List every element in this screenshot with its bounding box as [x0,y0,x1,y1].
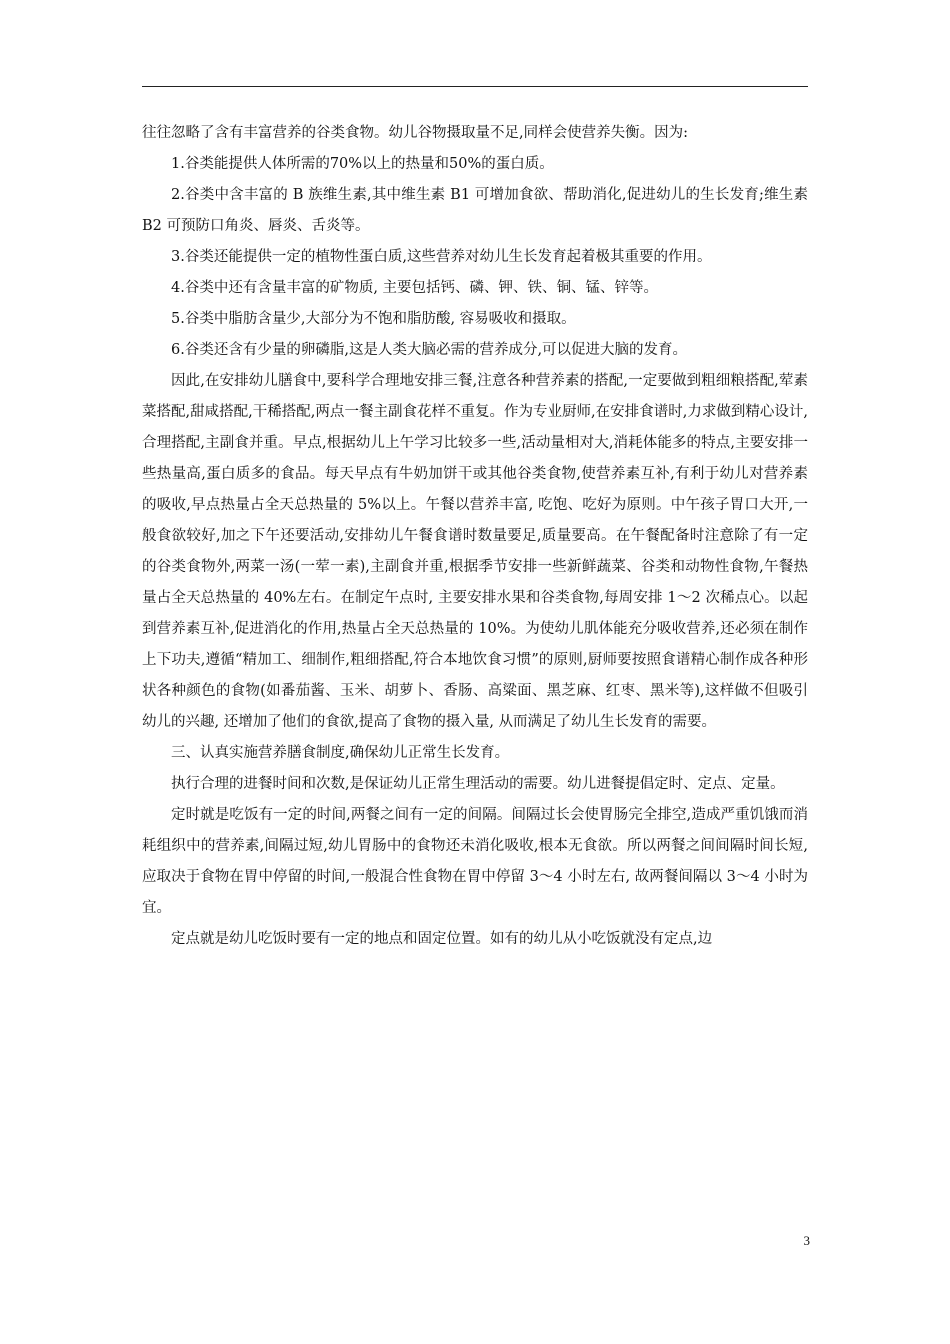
paragraph-item-2: 2.谷类中含丰富的 B 族维生素,其中维生素 B1 可增加食欲、帮助消化,促进幼儿的生长发育;维生素 B2 可预防口角炎、唇炎、舌炎等。 [142,187,808,234]
header-rule [142,86,808,87]
paragraph-item-4: 4.谷类中还有含量丰富的矿物质, 主要包括钙、磷、钾、铁、铜、锰、锌等。 [171,280,659,296]
paragraph-meal-schedule: 执行合理的进餐时间和次数,是保证幼儿正常生理活动的需要。幼儿进餐提倡定时、定点、定量。 [171,776,785,792]
paragraph-continuation: 往往忽略了含有丰富营养的谷类食物。幼儿谷物摄取量不足,同样会使营养失衡。因为: [142,125,688,141]
page-number: 3 [803,1233,810,1248]
paragraph-item-1: 1.谷类能提供人体所需的70%以上的热量和50%的蛋白质。 [171,156,554,172]
paragraph-meal-arrangement: 因此,在安排幼儿膳食中,要科学合理地安排三餐,注意各种营养素的搭配,一定要做到粗细粮搭配,荤素菜搭配,甜咸搭配,干稀搭配,两点一餐主副食花样不重复。作为专业厨师,在安排食谱时,力求做到精心设计,合理搭配,主副食并重。早点,根据幼儿上午学习比较多一些,活动量相对大,消耗体能多的特点,主要安排一些热量高,蛋白质多的食品。每天早点有牛奶加饼干或其他谷类食物,使营养素互补,有利于幼儿对营养素的吸收,早点热量占全天总热量的 5%以上。午餐以营养丰富, 吃饱、吃好为原则。中午孩子胃口大开,一般食欲较好,加之下午还要活动,安排幼儿午餐食谱时数量要足,质量要高。在午餐配备时注意除了有一定的谷类食物外,两菜一汤(一荤一素),主副食并重,根据季节安排一些新鲜蔬菜、谷类和动物性食物,午餐热量占全天总热量的 40%左右。在制定午点时, 主要安排水果和谷类食物,每周安排 1～2 次稀点心。以起到营养素互补,促进消化的作用,热量占全天总热量的 10%。为使幼儿肌体能充分吸收营养,还必须在制作上下功夫,遵循“精加工、细制作,粗细搭配,符合本地饮食习惯”的原则,厨师要按照食谱精心制作成各种形状各种颜色的食物(如番茄酱、玉米、胡萝卜、香肠、高粱面、黑芝麻、红枣、黑米等),这样做不但吸引幼儿的兴趣, 还增加了他们的食欲,提高了食物的摄入量, 从而满足了幼儿生长发育的需要。 [142,373,808,730]
paragraph-fixed-time: 定时就是吃饭有一定的时间,两餐之间有一定的间隔。间隔过长会使胃肠完全排空,造成严重饥饿而消耗组织中的营养素,间隔过短,幼儿胃肠中的食物还未消化吸收,根本无食欲。所以两餐之间间隔时间长短,应取决于食物在胃中停留的时间,一般混合性食物在胃中停留 3～4 小时左右, 故两餐间隔以 3～4 小时为宜。 [142,807,808,916]
paragraph-item-3: 3.谷类还能提供一定的植物性蛋白质,这些营养对幼儿生长发育起着极其重要的作用。 [171,249,712,265]
paragraph-item-5: 5.谷类中脂肪含量少,大部分为不饱和脂肪酸, 容易吸收和摄取。 [171,311,576,327]
section-heading-3: 三、认真实施营养膳食制度,确保幼儿正常生长发育。 [171,745,510,761]
document-body [142,118,808,955]
paragraph-item-6: 6.谷类还含有少量的卵磷脂,这是人类大脑必需的营养成分,可以促进大脑的发育。 [171,342,688,358]
paragraph-fixed-place: 定点就是幼儿吃饭时要有一定的地点和固定位置。如有的幼儿从小吃饭就没有定点,边 [171,931,713,947]
